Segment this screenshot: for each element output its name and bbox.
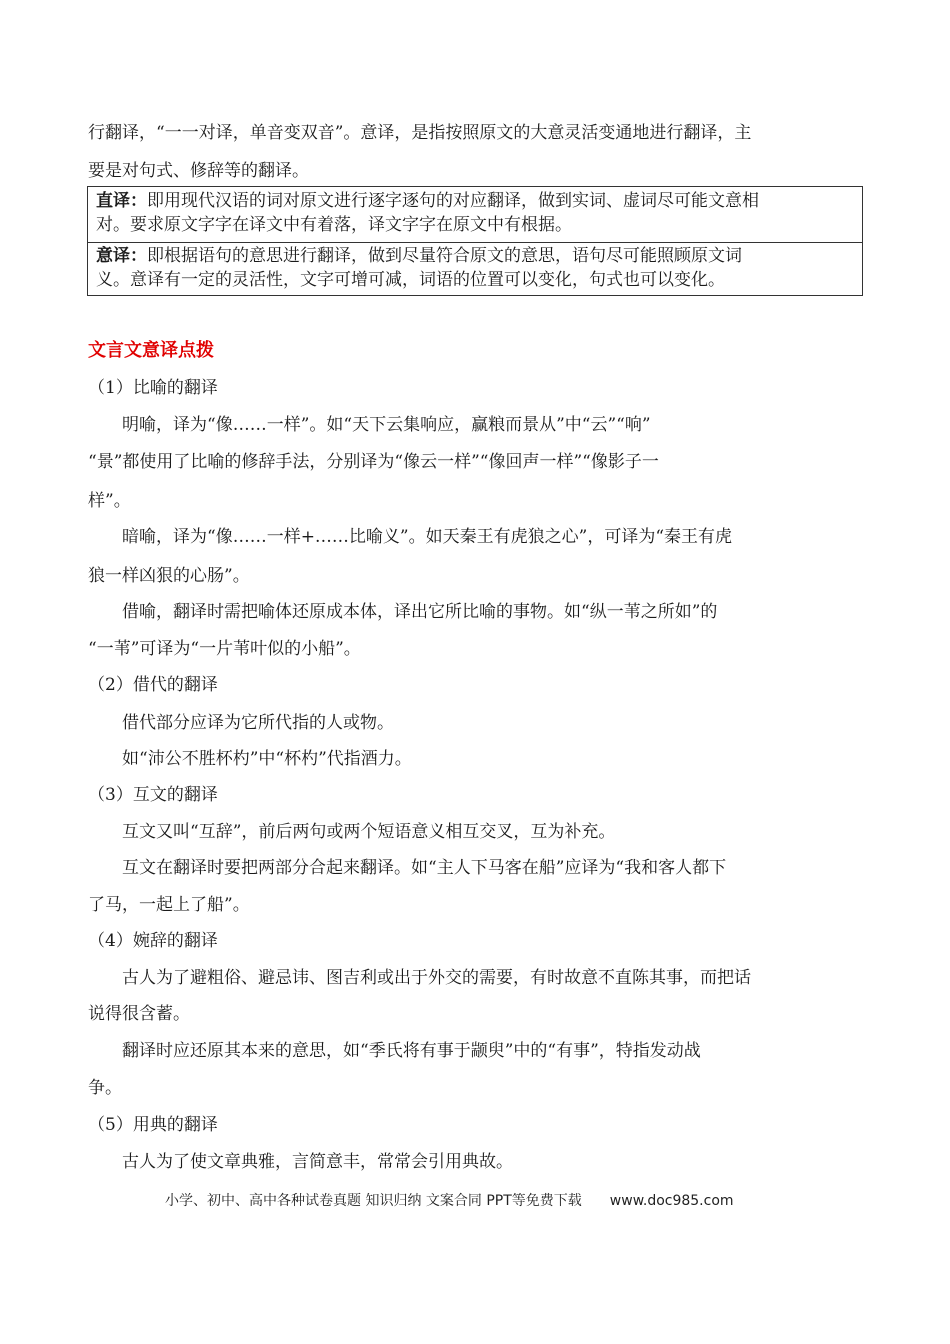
footer-url: www.doc985.com — [609, 1193, 734, 1209]
definition-row-literal — [88, 189, 862, 237]
heading-intertextuality: （3）互文的翻译 — [88, 785, 218, 805]
heading-euphemism: （4）婉辞的翻译 — [88, 931, 218, 951]
heading-metonymy: （2）借代的翻译 — [88, 675, 218, 695]
paragraph-line: 互文又叫“互辞”，前后两句或两个短语意义相互交叉，互为补充。 — [122, 822, 616, 842]
term-free: 意译： — [96, 246, 147, 266]
section-title: 文言文意译点拨 — [88, 340, 214, 361]
paragraph-line: 借代部分应译为它所代指的人或物。 — [122, 713, 394, 733]
paragraph-line: 古人为了使文章典雅，言简意丰，常常会引用典故。 — [122, 1152, 513, 1172]
paragraph-line: 明喻，译为“像……一样”。如“天下云集响应，赢粮而景从”中“云”“响” — [122, 415, 651, 435]
heading-allusion: （5）用典的翻译 — [88, 1115, 218, 1135]
footer-text: 小学、初中、高中各种试卷真题 知识归纳 文案合同 PPT等免费下载 — [165, 1193, 582, 1209]
intro-line-2: 要是对句式、修辞等的翻译。 — [88, 161, 309, 181]
paragraph-line: 互文在翻译时要把两部分合起来翻译。如“主人下马客在船”应译为“我和客人都下 — [122, 858, 727, 878]
paragraph-line: 如“沛公不胜杯杓”中“杯杓”代指酒力。 — [122, 749, 412, 769]
definition-free-line-2: 义。意译有一定的灵活性，文字可增可减，词语的位置可以变化，句式也可以变化。 — [96, 270, 725, 290]
paragraph-line: 说得很含蓄。 — [88, 1004, 190, 1024]
paragraph-line: 争。 — [88, 1078, 122, 1098]
heading-metaphor: （1）比喻的翻译 — [88, 378, 218, 398]
paragraph-line: “景”都使用了比喻的修辞手法，分别译为“像云一样”“像回声一样”“像影子一 — [88, 452, 659, 472]
definition-free-line-1: 即根据语句的意思进行翻译，做到尽量符合原文的意思，语句尽可能照顾原文词 — [147, 246, 742, 266]
paragraph-line: 翻译时应还原其本来的意思，如“季氏将有事于颛臾”中的“有事”，特指发动战 — [122, 1041, 701, 1061]
paragraph-line: “一苇”可译为“一片苇叶似的小船”。 — [88, 639, 361, 659]
page-footer — [165, 1190, 734, 1210]
paragraph-line: 借喻，翻译时需把喻体还原成本体，译出它所比喻的事物。如“纵一苇之所如”的 — [122, 602, 718, 622]
paragraph-line: 狼一样凶狠的心肠”。 — [88, 566, 250, 586]
definition-literal-line-1: 即用现代汉语的词对原文进行逐字逐句的对应翻译，做到实词、虚词尽可能文意相 — [147, 191, 759, 211]
definition-row-free — [88, 242, 862, 292]
paragraph-line: 古人为了避粗俗、避忌讳、图吉利或出于外交的需要，有时故意不直陈其事，而把话 — [122, 968, 751, 988]
intro-line-1: 行翻译，“一一对译，单音变双音”。意译，是指按照原文的大意灵活变通地进行翻译，主 — [88, 123, 752, 143]
term-literal: 直译： — [96, 191, 147, 211]
paragraph-line: 了马，一起上了船”。 — [88, 895, 250, 915]
paragraph-line: 样”。 — [88, 491, 131, 511]
paragraph-line: 暗喻，译为“像……一样+……比喻义”。如天秦王有虎狼之心”，可译为“秦王有虎 — [122, 527, 733, 547]
definition-table — [87, 186, 863, 296]
definition-literal-line-2: 对。要求原文字字在译文中有着落，译文字字在原文中有根据。 — [96, 215, 572, 235]
